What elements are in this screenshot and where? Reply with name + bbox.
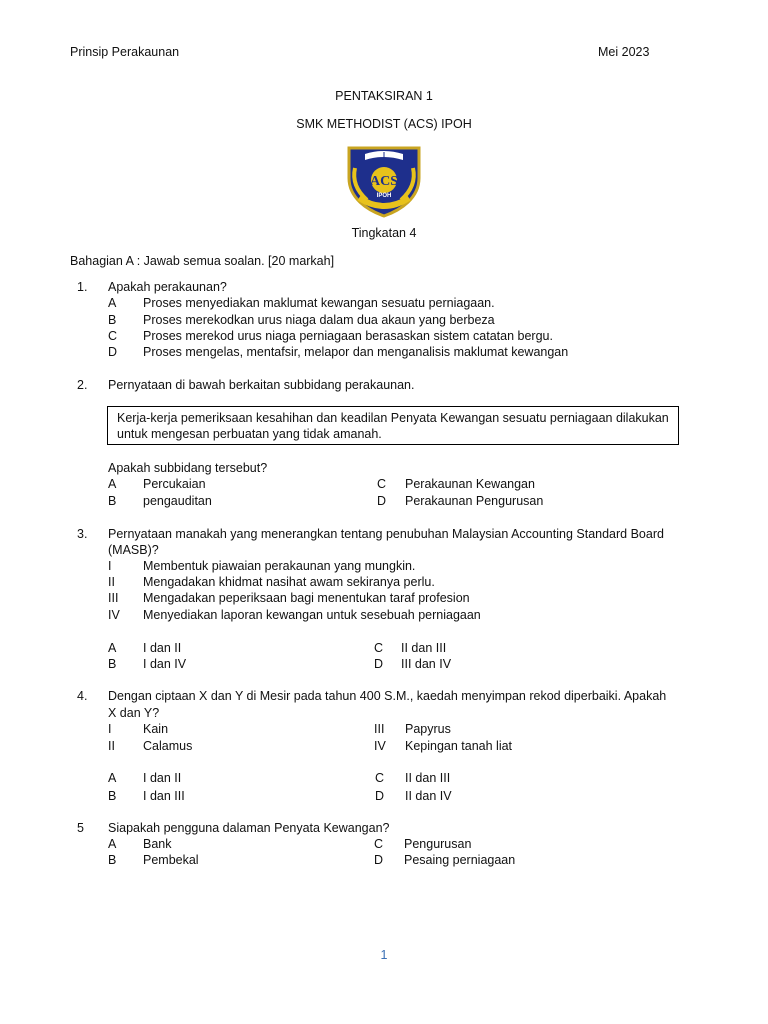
q2-option-letter: D	[377, 494, 387, 508]
q2-box-line: Kerja-kerja pemeriksaan kesahihan dan keadilan Penyata Kewangan sesuatu perniagaan dilakukan	[117, 411, 669, 425]
q3-statement-roman: III	[108, 591, 119, 605]
q4-statement-text: Papyrus	[405, 722, 451, 736]
q3-option-text: III dan IV	[401, 657, 452, 671]
q5-option-letter: B	[108, 853, 117, 867]
q4-text: Dengan ciptaan X dan Y di Mesir pada tahun 400 S.M., kaedah menyimpan rekod diperbaiki. Apakah	[108, 689, 667, 703]
q2-number: 2.	[77, 378, 88, 392]
q4-statement-roman: III	[374, 722, 385, 736]
q4-statement-roman: I	[108, 722, 112, 736]
q4-option-letter: D	[375, 789, 385, 803]
q4-option-text: I dan III	[143, 789, 185, 803]
q4-statement-roman: IV	[374, 739, 386, 753]
q1-option-letter: A	[108, 296, 117, 310]
q1-option-text: Proses merekod urus niaga perniagaan berasaskan sistem catatan bergu.	[143, 329, 553, 343]
q1-option-text: Proses merekodkan urus niaga dalam dua akaun yang berbeza	[143, 313, 495, 327]
q3-option-text: I dan IV	[143, 657, 187, 671]
q4-option-text: II dan III	[405, 771, 451, 785]
q3-option-text: II dan III	[401, 641, 447, 655]
q2-text: Pernyataan di bawah berkaitan subbidang perakaunan.	[108, 378, 415, 392]
q1-option-text: Proses mengelas, mentafsir, melapor dan menganalisis maklumat kewangan	[143, 345, 569, 359]
logo-ipoh-text: IPOH	[376, 193, 392, 199]
q3-statement-text: Mengadakan peperiksaan bagi menentukan taraf profesion	[143, 591, 470, 605]
q1-number: 1.	[77, 280, 88, 294]
logo-letters: ACS	[369, 174, 399, 189]
q2-option-letter: B	[108, 494, 117, 508]
q4-statement-text: Calamus	[143, 739, 193, 753]
q4-option-text: I dan II	[143, 771, 182, 785]
q2-statement-box	[107, 406, 679, 445]
school-crest-logo	[343, 140, 425, 220]
q3-option-letter: D	[374, 657, 384, 671]
q4-statement-text: Kain	[143, 722, 169, 736]
q3-statement-text: Membentuk piawaian perakaunan yang mungkin.	[143, 559, 416, 573]
q1-option-text: Proses menyediakan maklumat kewangan sesuatu perniagaan.	[143, 296, 495, 310]
q4-statement-text: Kepingan tanah liat	[405, 739, 513, 753]
q3-option-letter: C	[374, 641, 384, 655]
q4-option-letter: A	[108, 771, 117, 785]
q3-statement-text: Mengadakan khidmat nasihat awam sekiranya perlu.	[143, 575, 435, 589]
q5-option-letter: C	[374, 837, 384, 851]
q2-question: Apakah subbidang tersebut?	[108, 461, 268, 475]
q5-option-letter: A	[108, 837, 117, 851]
q3-statement-roman: I	[108, 559, 112, 573]
header-date: Mei 2023	[598, 45, 650, 59]
q5-option-text: Pembekal	[143, 853, 199, 867]
q5-option-text: Pengurusan	[404, 837, 472, 851]
q3-statement-roman: II	[108, 575, 115, 589]
q3-text: (MASB)?	[108, 543, 159, 557]
q2-box-line: untuk mengesan perbuatan yang tidak amanah.	[117, 427, 382, 441]
q1-option-letter: D	[108, 345, 118, 359]
q4-text: X dan Y?	[108, 706, 160, 720]
q2-option-text: Perakaunan Pengurusan	[405, 494, 544, 508]
q1-option-letter: B	[108, 313, 117, 327]
q1-text: Apakah perakaunan?	[108, 280, 227, 294]
q5-option-letter: D	[374, 853, 384, 867]
q3-option-letter: A	[108, 641, 117, 655]
q5-option-text: Pesaing perniagaan	[404, 853, 516, 867]
q3-option-text: I dan II	[143, 641, 182, 655]
page-number: 1	[380, 948, 388, 962]
q4-option-text: II dan IV	[405, 789, 452, 803]
form-level: Tingkatan 4	[351, 226, 417, 240]
q3-option-letter: B	[108, 657, 117, 671]
q2-option-text: Perakaunan Kewangan	[405, 477, 535, 491]
q4-statement-roman: II	[108, 739, 115, 753]
q3-number: 3.	[77, 527, 88, 541]
q4-option-letter: B	[108, 789, 117, 803]
q2-option-letter: A	[108, 477, 117, 491]
q3-text: Pernyataan manakah yang menerangkan tentang penubuhan Malaysian Accounting Standard Board	[108, 527, 664, 541]
q4-option-letter: C	[375, 771, 385, 785]
q2-option-letter: C	[377, 477, 387, 491]
q5-text: Siapakah pengguna dalaman Penyata Kewangan?	[108, 821, 390, 835]
q1-option-letter: C	[108, 329, 118, 343]
q5-number: 5	[77, 821, 84, 835]
section-instruction: Bahagian A : Jawab semua soalan. [20 markah]	[70, 254, 335, 268]
header-subject: Prinsip Perakaunan	[70, 45, 180, 59]
assessment-title: PENTAKSIRAN 1	[335, 89, 433, 103]
school-name: SMK METHODIST (ACS) IPOH	[296, 117, 472, 131]
q3-statement-roman: IV	[108, 608, 120, 622]
q5-option-text: Bank	[143, 837, 172, 851]
q2-option-text: pengauditan	[143, 494, 212, 508]
q3-statement-text: Menyediakan laporan kewangan untuk sesebuah perniagaan	[143, 608, 481, 622]
q2-option-text: Percukaian	[143, 477, 206, 491]
q4-number: 4.	[77, 689, 88, 703]
